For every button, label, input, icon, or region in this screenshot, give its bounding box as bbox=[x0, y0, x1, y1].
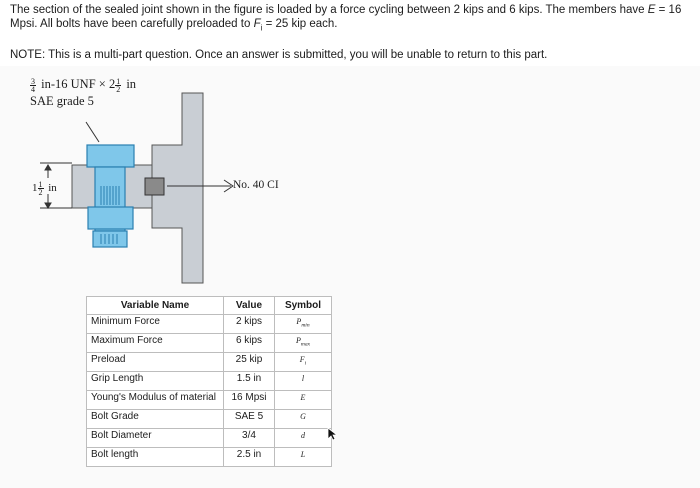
variable-name: Minimum Force bbox=[87, 315, 224, 334]
fi-symbol: F bbox=[253, 18, 261, 30]
variable-value: 25 kip bbox=[224, 353, 275, 372]
variable-name: Bolt Diameter bbox=[87, 429, 224, 448]
table-row bbox=[87, 353, 332, 372]
table-row bbox=[87, 429, 332, 448]
bolt-end bbox=[93, 231, 127, 247]
table-row bbox=[87, 315, 332, 334]
washer-material-label: No. 40 CI bbox=[233, 179, 279, 191]
grip-length-label: 1 $\frac{1}{2}$ in bbox=[32, 180, 57, 197]
e-value-text: = 16 Mpsi. All bolts have been carefully preloaded to bbox=[10, 4, 682, 30]
variable-name: Bolt Grade bbox=[87, 410, 224, 429]
bolt-spec-label bbox=[30, 76, 136, 110]
variable-symbol: l bbox=[275, 372, 332, 391]
fi-value-text: = 25 kip each. bbox=[262, 18, 338, 30]
variable-value: 2 kips bbox=[224, 315, 275, 334]
variable-symbol: E bbox=[275, 391, 332, 410]
header-variable-name: Variable Name bbox=[87, 297, 224, 315]
bolt-spec-leader bbox=[86, 122, 99, 142]
variable-symbol: $F_i$ bbox=[275, 353, 332, 372]
variable-name: Grip Length bbox=[87, 372, 224, 391]
nut bbox=[88, 207, 133, 229]
variable-symbol: $P_{min}$ bbox=[275, 315, 332, 334]
variable-name: Bolt length bbox=[87, 448, 224, 467]
header-value: Value bbox=[224, 297, 275, 315]
variable-symbol: G bbox=[275, 410, 332, 429]
variable-name: Maximum Force bbox=[87, 334, 224, 353]
washer-gasket bbox=[145, 178, 164, 195]
bolt-length-fraction: $\frac{1}{2}$ bbox=[116, 76, 121, 94]
variable-value: 3/4 bbox=[224, 429, 275, 448]
variable-value: 1.5 in bbox=[224, 372, 275, 391]
table-row bbox=[87, 372, 332, 391]
note-text: NOTE: This is a multi-part question. Once an answer is submitted, you will be unable to return to this part. bbox=[10, 49, 548, 61]
variable-name: Young's Modulus of material bbox=[87, 391, 224, 410]
variable-symbol: L bbox=[275, 448, 332, 467]
variable-value: SAE 5 bbox=[224, 410, 275, 429]
bolt-diameter-fraction: $\frac{3}{4}$ bbox=[31, 76, 35, 94]
bolt-grade-line: SAE grade 5 bbox=[30, 94, 94, 108]
mouse-cursor-icon bbox=[327, 427, 341, 441]
variable-name: Preload bbox=[87, 353, 224, 372]
e-symbol: E bbox=[647, 4, 656, 16]
table-row bbox=[87, 391, 332, 410]
table-row bbox=[87, 410, 332, 429]
bolt-head bbox=[87, 145, 134, 167]
variable-value: 6 kips bbox=[224, 334, 275, 353]
variable-symbol: $P_{max}$ bbox=[275, 334, 332, 353]
problem-text: The section of the sealed joint shown in the figure is loaded by a force cycling between 2 kips and 6 kips. The members have bbox=[10, 4, 648, 16]
variable-symbol: d bbox=[275, 429, 332, 448]
variable-value: 2.5 in bbox=[224, 448, 275, 467]
table-row bbox=[87, 448, 332, 467]
bolt-size-line: $\frac{3}{4}$ in-16 UNF × 2 $\frac{1}{2}$ in bbox=[31, 76, 137, 94]
grip-fraction: $\frac{1}{2}$ bbox=[38, 180, 43, 197]
variable-value: 16 Mpsi bbox=[224, 391, 275, 410]
fi-subscript: i bbox=[260, 23, 263, 33]
variables-table bbox=[86, 296, 332, 467]
table-row bbox=[87, 334, 332, 353]
header-symbol: Symbol bbox=[275, 297, 332, 315]
table-header-row bbox=[87, 297, 332, 315]
